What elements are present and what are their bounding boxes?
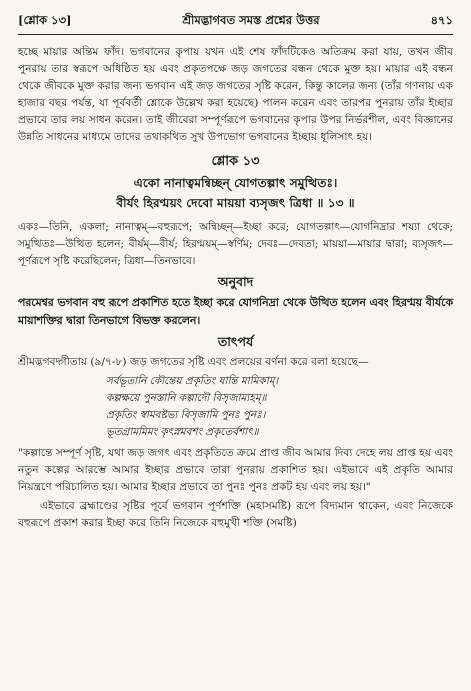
- purport-intro: শ্রীমদ্ভগবদ্গীতায় (৯/৭-৮) জড় জগতের সৃষ্টি এবং প্রলয়ের বর্ণনা করে বলা হয়েছে—: [18, 356, 369, 368]
- header-title: শ্রীমদ্ভাগবত সমস্ত প্রশ্নের উত্তর: [182, 12, 320, 27]
- purport-heading: তাৎপর্য: [217, 334, 254, 349]
- page-content: [18, 44, 453, 532]
- intro-paragraph: হচ্ছে মায়ার অন্তিম ফাঁদ। ভগবানের কৃপায় যখন এই শেষ ফাঁদটিকেও অতিক্রম করা যায়, তখন জীব পুনরায় তার স্বরূপে অধিষ্ঠিত হয় এবং প্রকৃতপক্ষে জড় জগতের বন্ধন থেকে মুক্ত হয়। মায়ার এই বন্ধন থেকে জীবকে মুক্ত করার জন্য ভগবান এই জড় জগতের সৃষ্টি করেন, কিন্তু কালের জন্য (তাঁর গণনায় এক হাজার বছর পর্যন্ত, যা পূর্ববর্তী শ্লোকে উল্লেখ করা হয়েছে) পালন করেন এবং তারপর পুনরায় তাঁর ইচ্ছার প্রভাবে তার লয় সাধন করেন। তাই জীবেরা সম্পূর্ণরূপে ভগবানের কৃপার উপর নির্ভরশীল, এবং বিজ্ঞানের উন্নতি সাধনের মাধ্যমে তাদের তথাকথিত সুখ উপভোগ ভগবানের ইচ্ছায় ধূলিসাৎ হয়।: [18, 46, 453, 143]
- translation-heading: অনুবাদ: [217, 274, 254, 289]
- quote-translation: "কল্পান্তে সম্পূর্ণ সৃষ্টি, যথা জড় জগৎ এবং প্রকৃতিতে ক্রমে প্রাপ্ত জীব আমার দিব্য দেহে লয় প্রাপ্ত হয় এবং নতুন কল্পের আরম্ভে আমার ইচ্ছার প্রভাবে তারা পুনরায় প্রকাশিত হয়। এইভাবে এই প্রকৃতি আমার নিয়ন্ত্রণে পরিচালিত হয়। আমার ইচ্ছার প্রভাবে তা পুনঃ পুনঃ প্রকট হয় এবং লয় হয়।": [18, 447, 453, 493]
- header-page-number: ৪৭১: [430, 12, 453, 27]
- header-verse-ref: [শ্লোক ১৩]: [18, 12, 72, 27]
- page-header: [18, 10, 453, 32]
- translation-text: পরমেশ্বর ভগবান বহু রূপে প্রকাশিত হতে ইচ্ছা করে যোগনিদ্রা থেকে উত্থিত হলেন এবং হিরণ্ময় বীর্যকে মায়াশক্তির দ্বারা তিনভাগে বিভক্ত করলেন।: [18, 296, 453, 327]
- word-synonyms: একঃ—তিনি, একলা; নানাত্বম্—বহুরূপে; অন্বিচ্ছন্—ইচ্ছা করে; যোগতল্পাৎ—যোগনিদ্রার শয্যা থেকে; সমুত্থিতঃ—উত্থিত হলেন; বীর্যম্—বীর্য; হিরণ্ময়ম্—স্বর্ণিম; দেবঃ—দেবতা; মায়য়া—মায়ার দ্বারা; ব্যসৃজৎ—পূর্ণরূপে সৃষ্টি করেছিলেন; ত্রিধা—তিনভাবে।: [18, 221, 453, 267]
- closing-paragraph: এইভাবে ব্রহ্মাণ্ডের সৃষ্টির পূর্বে ভগবান পূর্ণশক্তি (মহাসমষ্টি) রূপে বিদ্যমান থাকেন, এবং নিজেকে বহুরূপে প্রকাশ করার ইচ্ছা করে তিনি নিজেকে বহুমুখী শক্তি (সমষ্টি): [18, 500, 453, 529]
- quote-line-4: ভূতগ্রামমিমং কৃৎস্নমবশং প্রকৃতের্বশাৎ॥: [106, 426, 259, 438]
- gita-quote: [18, 373, 453, 441]
- header-rule: [18, 34, 453, 35]
- quote-line-3: প্রকৃতিং স্বামবষ্টভ্য বিসৃজামি পুনঃ পুনঃ।: [106, 409, 266, 421]
- quote-line-1: সর্বভূতানি কৌন্তেয় প্রকৃতিং যান্তি মামিকাম্।: [106, 375, 279, 387]
- verse-heading: শ্লোক ১৩: [211, 154, 260, 169]
- verse-line-1: একো নানাত্বমন্বিচ্ছন্ যোগতল্পাৎ সমুত্থিতঃ।: [133, 176, 338, 190]
- verse-line-2: বীর্যং হিরণ্ময়ং দেবো মায়য়া ব্যসৃজৎ ত্রিধা ॥ ১৩ ॥: [116, 196, 355, 210]
- quote-line-2: কল্পক্ষয়ে পুনস্তানি কল্পাদৌ বিসৃজাম্যহম্॥: [106, 392, 267, 404]
